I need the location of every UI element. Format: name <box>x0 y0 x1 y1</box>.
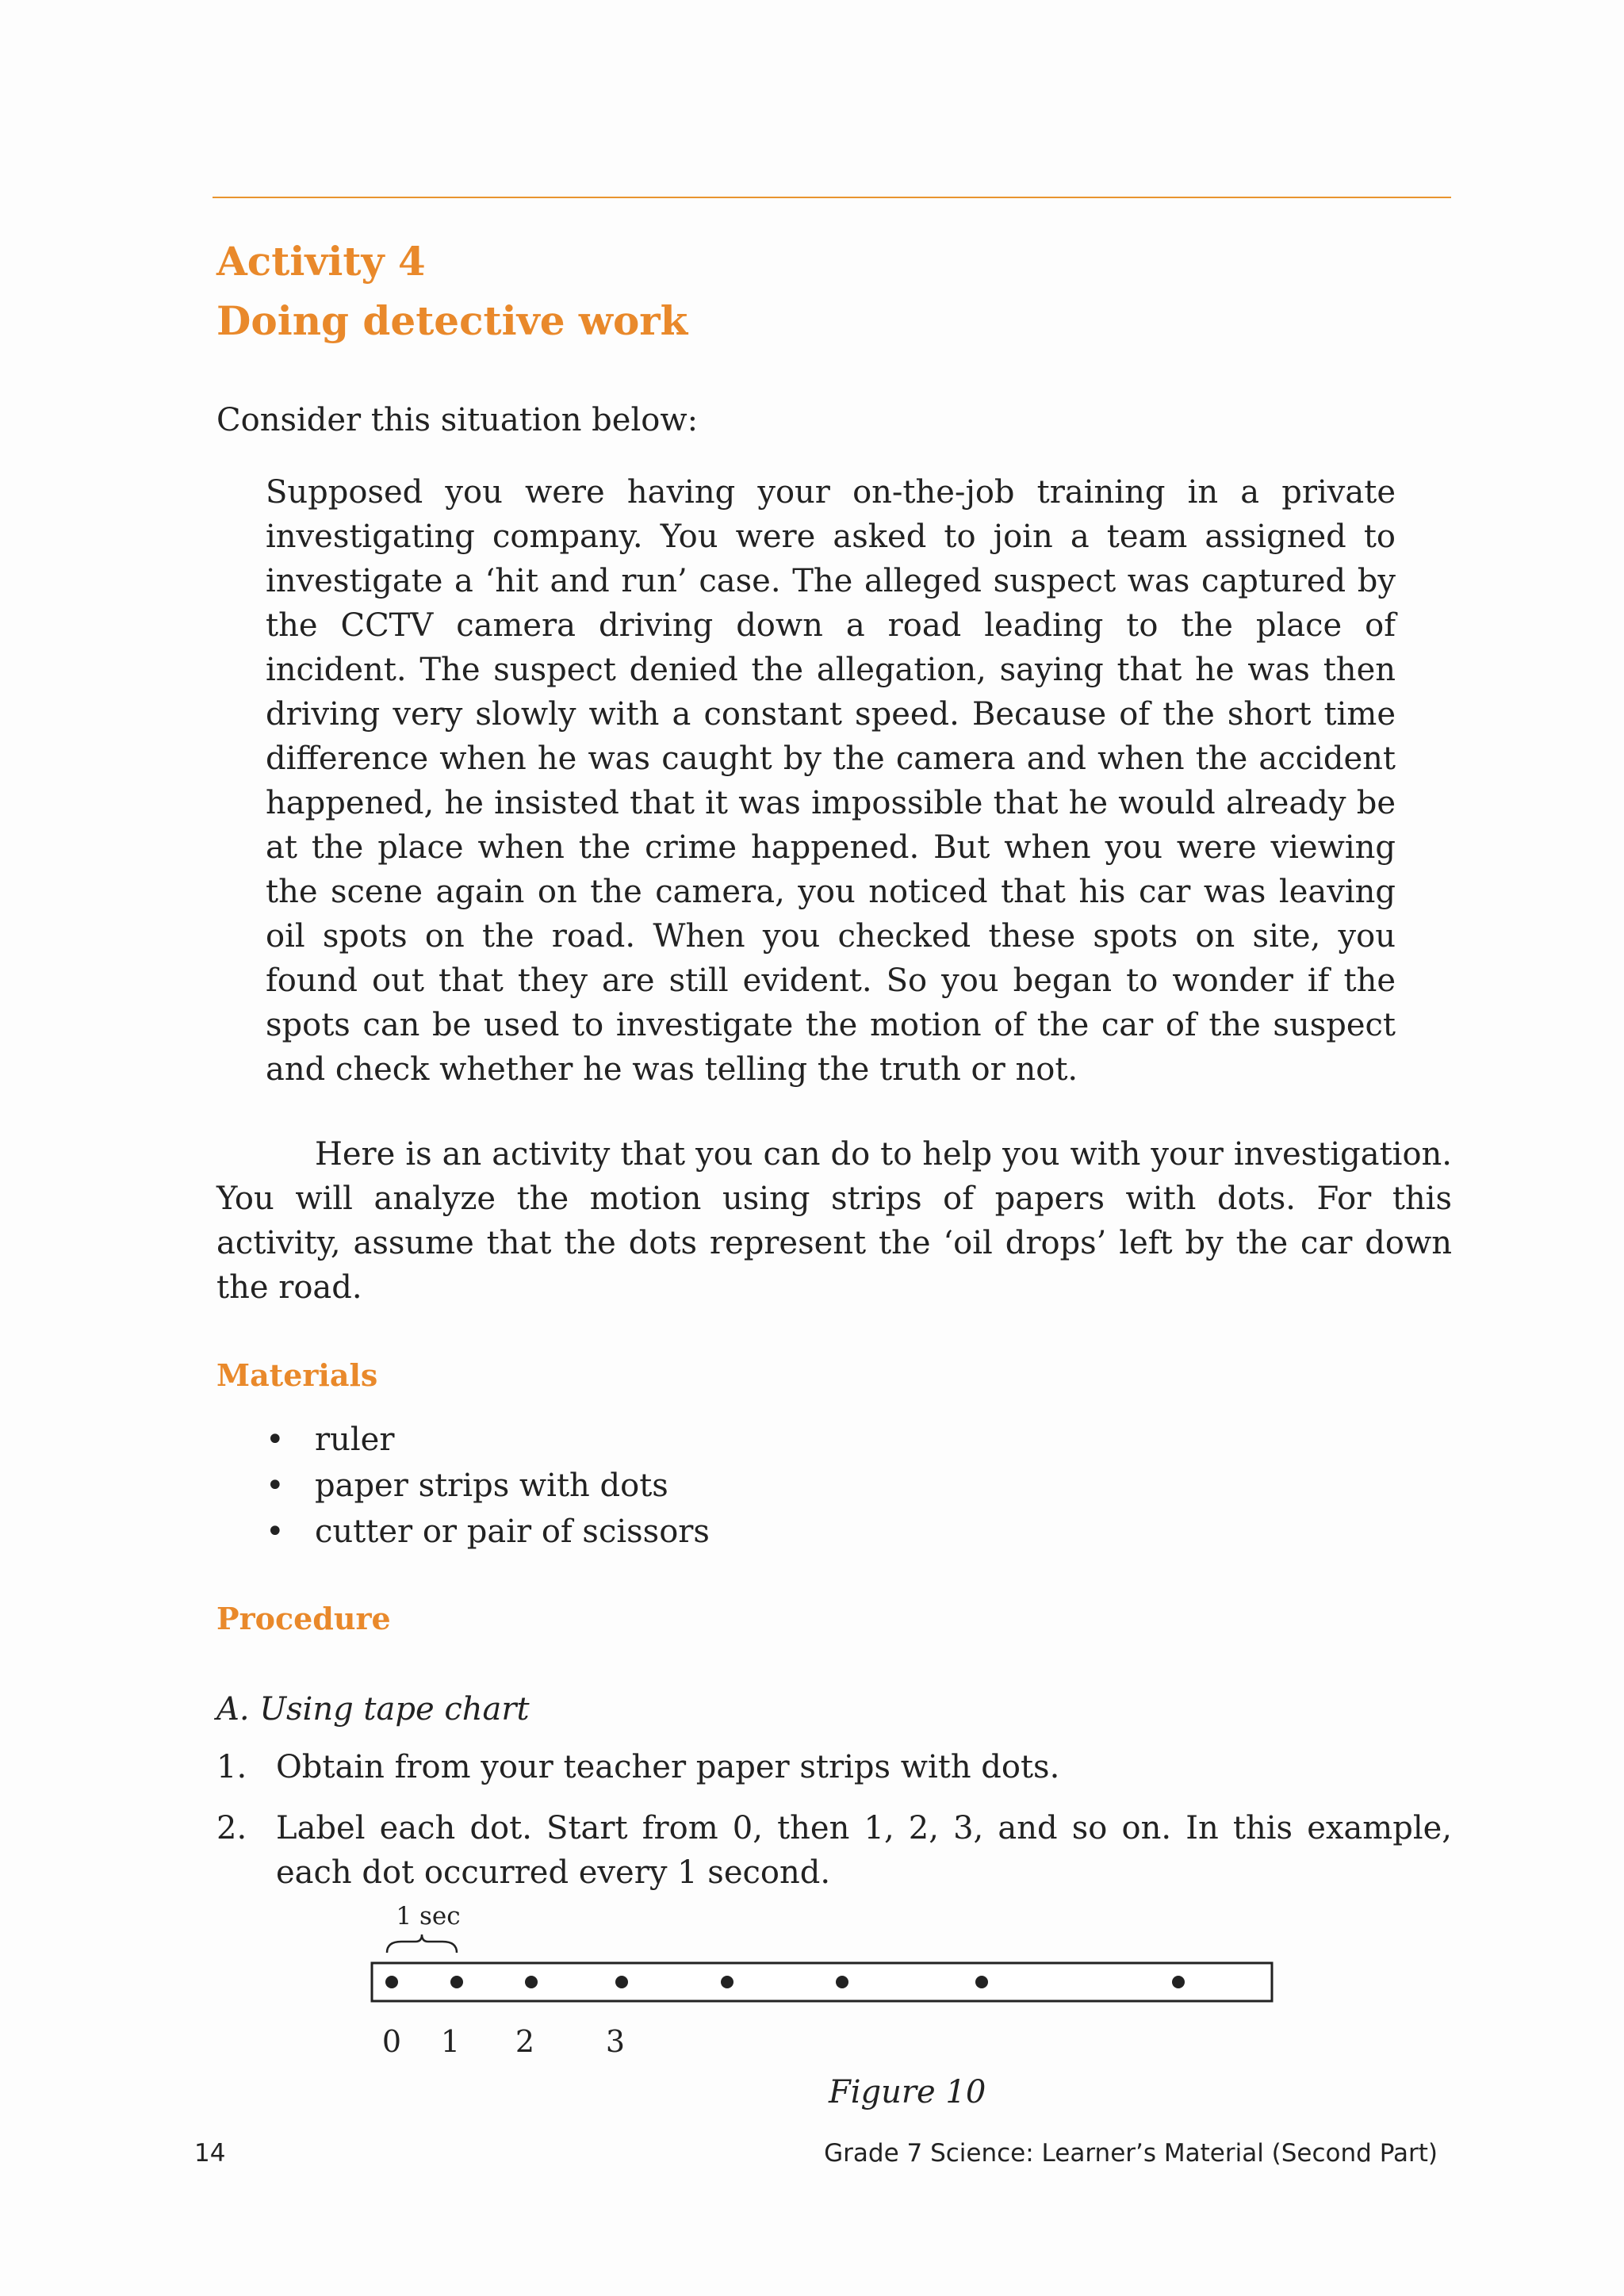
tape-dot <box>836 1976 848 1988</box>
paper-strip <box>372 1963 1272 2001</box>
dot-label: 2 <box>515 2024 535 2059</box>
intro-text: Consider this situation below: <box>216 402 699 438</box>
activity-paragraph: Here is an activity that you can do to help you with your investigation. You will analyze the motion using strips of papers with dots. For this activity, assume that the dots represent the ‘oil drops’ left by the car down the road. <box>216 1136 1452 1306</box>
activity-title: Doing detective work <box>216 297 688 344</box>
tape-dot <box>450 1976 463 1988</box>
bullet-icon: • <box>266 1513 285 1550</box>
step-text: Label each dot. Start from 0, then 1, 2, 3, and so on. In this example, each dot occurred every 1 second. <box>276 1810 1452 1891</box>
dot-label: 1 <box>440 2024 461 2059</box>
tape-dot <box>975 1976 988 1988</box>
material-label: paper strips with dots <box>315 1468 668 1504</box>
procedure-section-title: A. Using tape chart <box>216 1691 530 1728</box>
scenario-paragraph: Supposed you were having your on-the-job training in a private investigating company. You were asked to join a team assigned to investigate a ‘hit and run’ case. The alleged suspect was captured by the CCTV camera driving down a road leading to the place of incident. The suspect denied the allegation, saying that he was then driving very slowly with a constant speed. Because of the short time difference when he was caught by the camera and when the accident happened, he insisted that it was impossible that he would already be at the place when the crime happened. But when you were viewing the scene again on the camera, you noticed that his car was leaving oil spots on the road. When you checked these spots on site, you found out that they are still evident. So you began to wonder if the spots can be used to investigate the motion of the car of the suspect and check whether he was telling the truth or not. <box>266 474 1396 1088</box>
material-label: ruler <box>315 1422 395 1458</box>
step-number: 1. <box>216 1749 247 1785</box>
tape-dot <box>1172 1976 1185 1988</box>
dot-label: 0 <box>381 2024 402 2059</box>
interval-brace <box>387 1934 457 1953</box>
book-title: Grade 7 Science: Learner’s Material (Second Part) <box>824 2139 1438 2168</box>
tape-dot <box>525 1976 538 1988</box>
interval-label: 1 sec <box>396 1902 461 1931</box>
tape-dot <box>385 1976 398 1988</box>
tape-dot <box>721 1976 733 1988</box>
step-number: 2. <box>216 1810 247 1846</box>
procedure-heading: Procedure <box>216 1601 391 1636</box>
bullet-icon: • <box>266 1468 285 1504</box>
activity-number: Activity 4 <box>216 238 426 285</box>
page-number: 14 <box>194 2139 226 2168</box>
dot-label: 3 <box>605 2024 626 2059</box>
step-text: Obtain from your teacher paper strips with dots. <box>276 1749 1060 1785</box>
bullet-icon: • <box>266 1422 285 1458</box>
material-label: cutter or pair of scissors <box>315 1513 710 1550</box>
figure-caption: Figure 10 <box>829 2074 986 2110</box>
tape-dot <box>615 1976 628 1988</box>
materials-heading: Materials <box>216 1357 378 1393</box>
